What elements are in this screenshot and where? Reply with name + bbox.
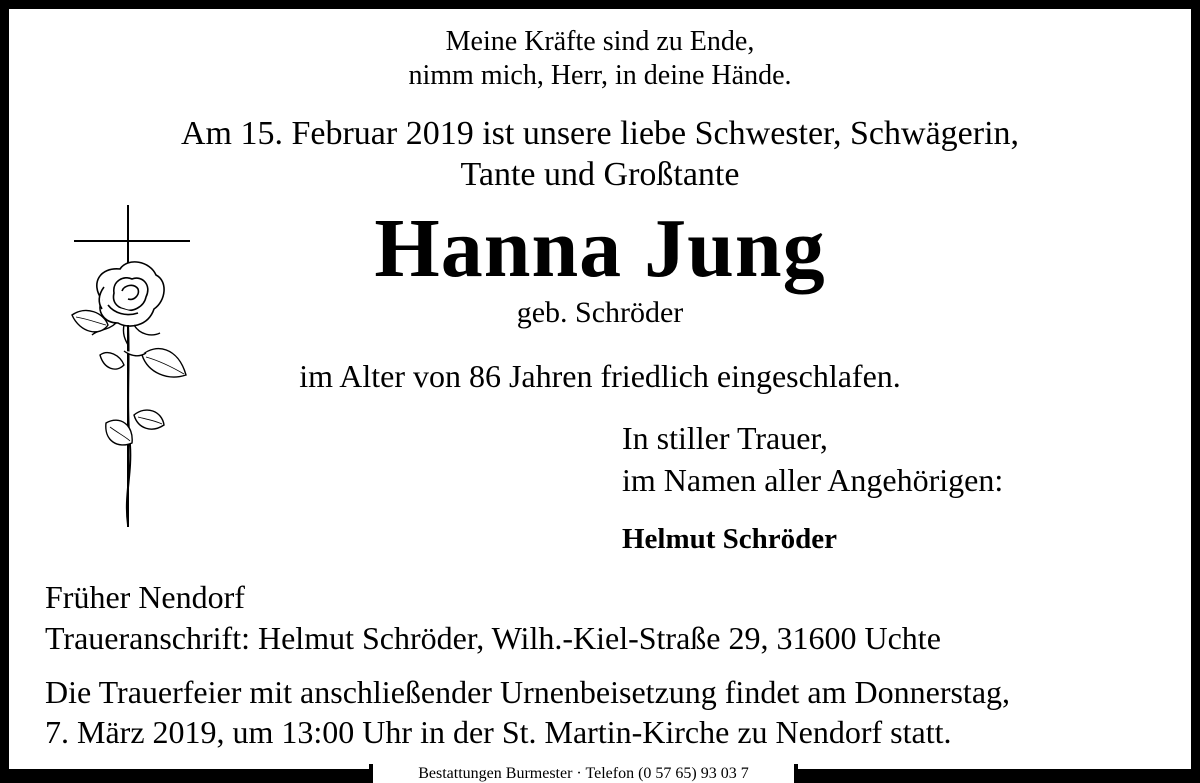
deceased-name: Hanna Jung bbox=[374, 202, 826, 295]
cross-with-rose-icon bbox=[68, 205, 193, 530]
mourning-address: Traueranschrift: Helmut Schröder, Wilh.-Kiel-Straße 29, 31600 Uchte bbox=[45, 620, 941, 656]
funeral-home-footer: Bestattungen Burmester · Telefon (0 57 65) 93 03 7 bbox=[369, 764, 798, 783]
announcement-line-2: Tante und Großtante bbox=[460, 156, 740, 193]
mourner-line-2: im Namen aller Angehörigen: bbox=[622, 462, 1004, 498]
ceremony-line-2: 7. März 2019, um 13:00 Uhr in der St. Martin-Kirche zu Nendorf statt. bbox=[45, 714, 952, 750]
former-residence: Früher Nendorf bbox=[45, 579, 245, 615]
birth-name: geb. Schröder bbox=[516, 296, 684, 329]
ceremony-line-1: Die Trauerfeier mit anschließender Urnenbeisetzung findet am Donnerstag, bbox=[45, 674, 1011, 710]
mourner-line-1: In stiller Trauer, bbox=[622, 420, 828, 456]
announcement-line-1: Am 15. Februar 2019 ist unsere liebe Schwester, Schwägerin, bbox=[180, 115, 1020, 152]
motto-line-2: nimm mich, Herr, in deine Hände. bbox=[408, 60, 792, 91]
signer-name: Helmut Schröder bbox=[622, 523, 838, 555]
age-line: im Alter von 86 Jahren friedlich eingeschlafen. bbox=[299, 358, 901, 394]
motto-line-1: Meine Kräfte sind zu Ende, bbox=[445, 26, 755, 57]
